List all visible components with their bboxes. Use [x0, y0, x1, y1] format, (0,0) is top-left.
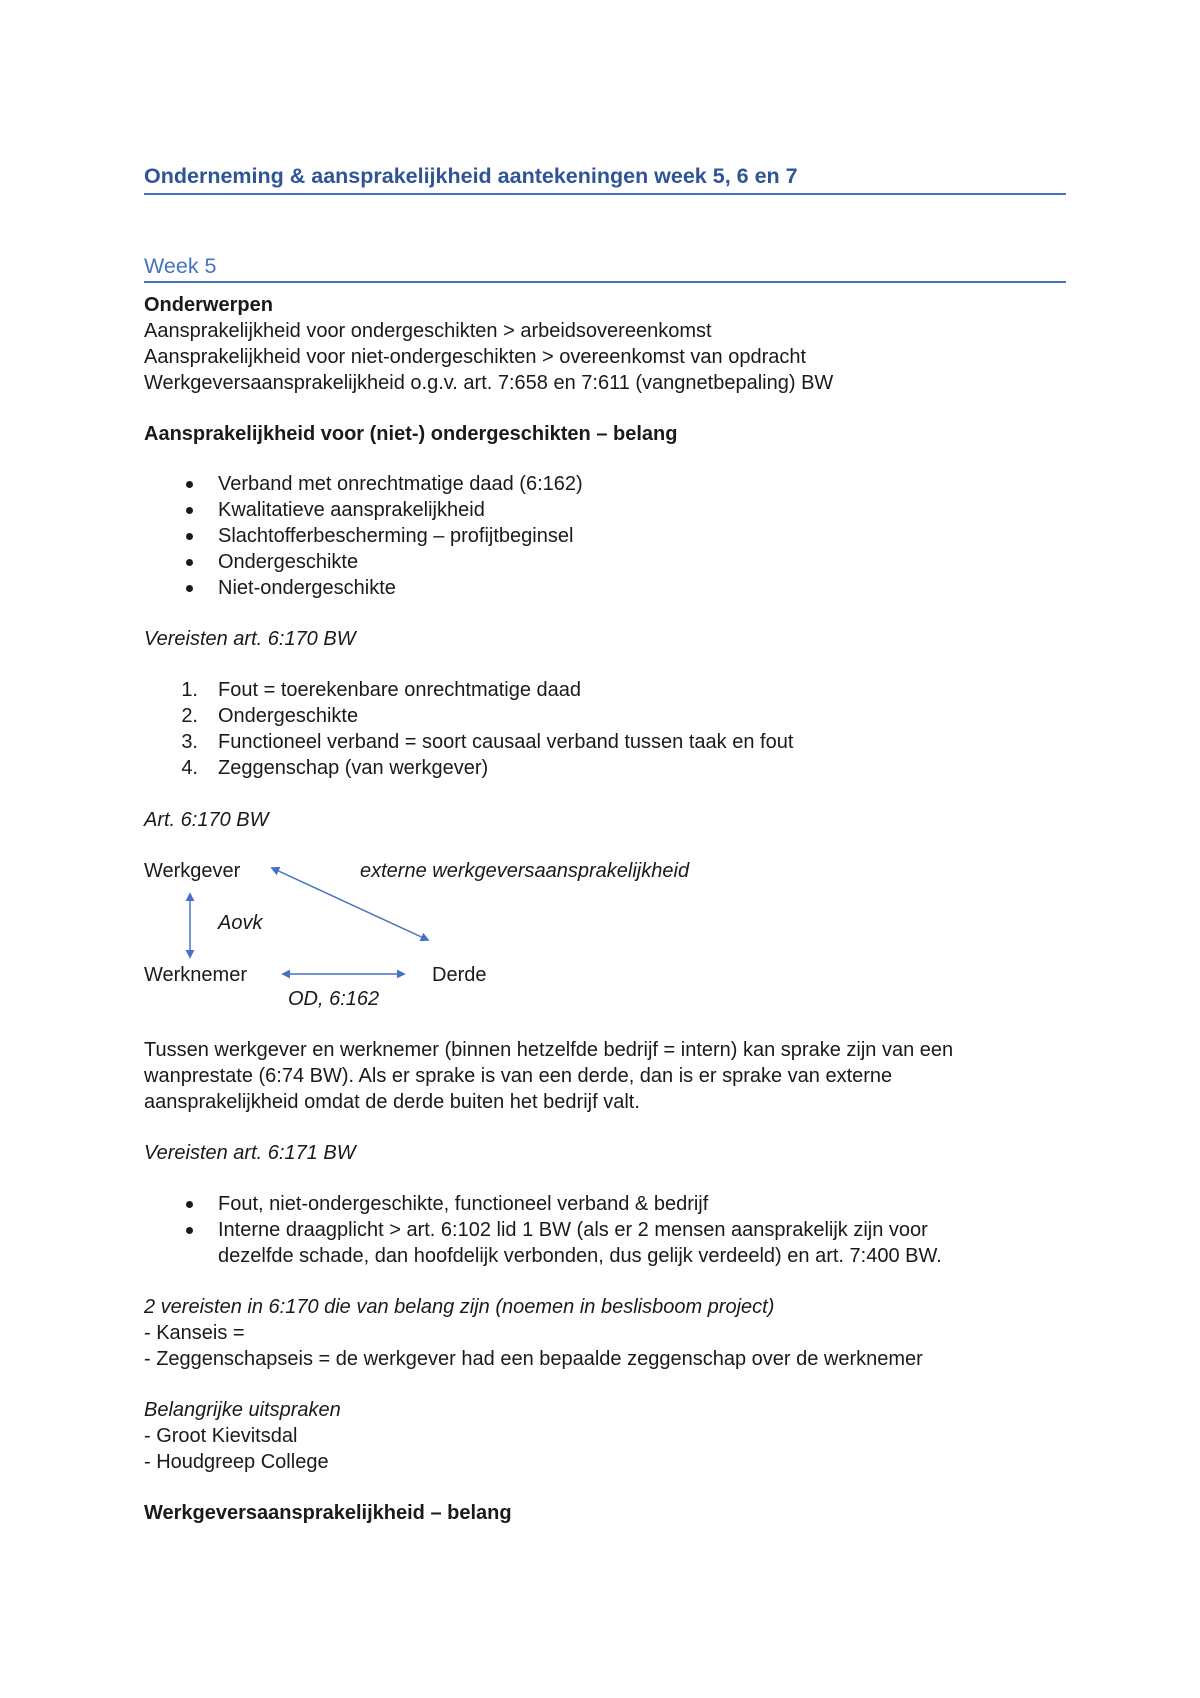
diagram-label-aovk: Aovk — [218, 912, 263, 934]
twee-vereisten-heading: 2 vereisten in 6:170 die van belang zijn (noemen in beslisboom project) — [144, 1296, 775, 1318]
paragraph-line: wanprestate (6:74 BW). Als er sprake is van een derde, dan is er sprake van externe — [144, 1065, 893, 1087]
paragraph-line: aansprakelijkheid omdat de derde buiten het bedrijf valt. — [144, 1091, 640, 1113]
section-heading-ondergeschikten: Aansprakelijkheid voor (niet-) ondergeschikten – belang — [144, 423, 678, 445]
list-number: 3. — [181, 731, 198, 753]
document-title: Onderneming & aansprakelijkheid aantekeningen week 5, 6 en 7 — [144, 164, 798, 188]
numbered-item: Ondergeschikte — [218, 705, 359, 727]
vereisten-171-heading: Vereisten art. 6:171 BW — [144, 1142, 356, 1164]
dash-item: - Zeggenschapseis = de werkgever had een bepaalde zeggenschap over de werknemer — [144, 1348, 923, 1370]
onderwerpen-line: Aansprakelijkheid voor ondergeschikten > arbeidsovereenkomst — [144, 320, 712, 342]
paragraph-line: Tussen werkgever en werknemer (binnen hetzelfde bedrijf = intern) kan sprake zijn van een — [144, 1039, 954, 1061]
vereisten-170-heading: Vereisten art. 6:170 BW — [144, 628, 356, 650]
uitspraken-heading: Belangrijke uitspraken — [144, 1399, 341, 1421]
dash-item: - Kanseis = — [144, 1322, 245, 1344]
bullet-item: Fout, niet-ondergeschikte, functioneel verband & bedrijf — [218, 1193, 709, 1215]
bullet-item: Ondergeschikte — [218, 551, 359, 573]
list-number: 2. — [181, 705, 198, 727]
diagram-label-od: OD, 6:162 — [288, 988, 380, 1010]
diagram-node-werknemer: Werknemer — [144, 964, 247, 986]
section-heading-werkgeversaansprakelijkheid: Werkgeversaansprakelijkheid – belang — [144, 1502, 512, 1524]
diagram-label-extern: externe werkgeversaansprakelijkheid — [360, 860, 690, 882]
week5-heading: Week 5 — [144, 254, 217, 278]
bullet-item-continuation: dezelfde schade, dan hoofdelijk verbonden, dus gelijk verdeeld) en art. 7:400 BW. — [218, 1245, 942, 1267]
bullet-item: Niet-ondergeschikte — [218, 577, 396, 599]
bullet-dot — [186, 1201, 193, 1208]
onderwerpen-line: Werkgeversaansprakelijkheid o.g.v. art. 7:658 en 7:611 (vangnetbepaling) BW — [144, 372, 834, 394]
bullet-item: Interne draagplicht > art. 6:102 lid 1 BW (als er 2 mensen aansprakelijk zijn voor — [218, 1219, 928, 1241]
bullet-item: Slachtofferbescherming – profijtbeginsel — [218, 525, 574, 547]
bullet-item: Kwalitatieve aansprakelijkheid — [218, 499, 485, 521]
diagram-node-werkgever: Werkgever — [144, 860, 241, 882]
bullet-dot — [186, 1227, 193, 1234]
numbered-item: Functioneel verband = soort causaal verband tussen taak en fout — [218, 731, 794, 753]
bullet-item: Verband met onrechtmatige daad (6:162) — [218, 473, 583, 495]
list-number: 4. — [181, 757, 198, 779]
list-number: 1. — [181, 679, 198, 701]
diagram-node-derde: Derde — [432, 964, 487, 986]
onderwerpen-heading: Onderwerpen — [144, 294, 273, 316]
dash-item: - Groot Kievitsdal — [144, 1425, 298, 1447]
arrow-werkgever-derde — [272, 868, 428, 940]
diagram-heading: Art. 6:170 BW — [144, 809, 269, 831]
onderwerpen-line: Aansprakelijkheid voor niet-ondergeschikten > overeenkomst van opdracht — [144, 346, 807, 368]
numbered-item: Fout = toerekenbare onrechtmatige daad — [218, 679, 582, 701]
numbered-item: Zeggenschap (van werkgever) — [218, 757, 489, 779]
dash-item: - Houdgreep College — [144, 1451, 329, 1473]
